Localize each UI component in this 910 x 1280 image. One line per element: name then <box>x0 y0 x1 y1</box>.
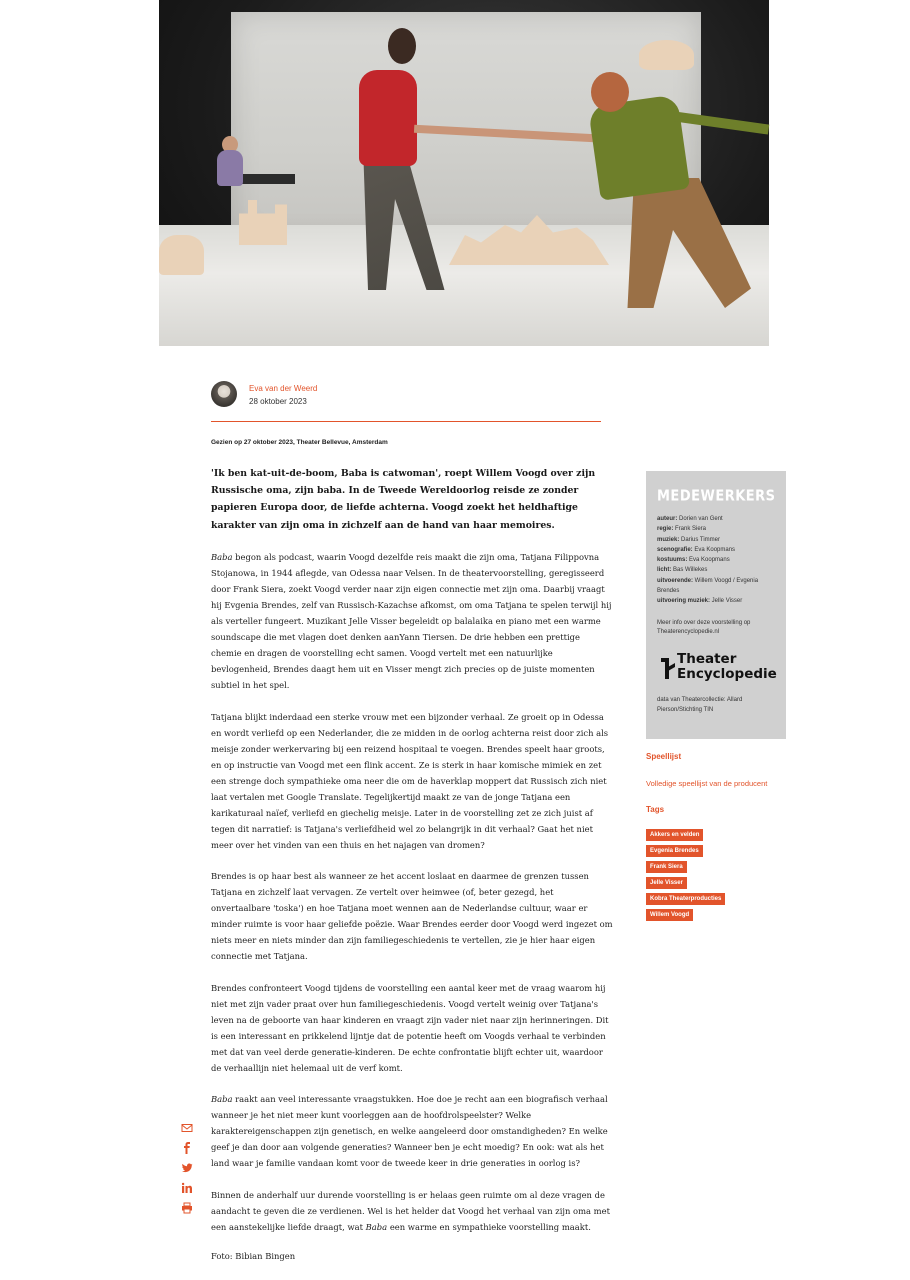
credits-title: MEDEWERKERS <box>657 487 776 506</box>
title-em: Baba <box>211 1094 233 1105</box>
credit-line <box>657 535 775 545</box>
article-paragraph: Brendes is op haar best als wanneer ze het accent loslaat en daarmee de grenzen tussen Tatjana en zichzelf laat vervagen. Ze vertelt over heimwee (of, beter gezegd, het onvertaalbare 'toska') en hoe Tatjana moet wennen aan de Nederlandse cultuur, waar er minder ruimte is voor haar geliefde poëzie. Waar Brendes eerder door Voogd werd ingezet om niets meer en niets minder dan zijn familiegeschiedenis te vertellen, zie je hier haar eigen connectie met Tatjana. <box>211 871 613 962</box>
scenery-cutout <box>159 235 204 275</box>
credit-name: Bas Willekes <box>671 567 708 574</box>
credit-name: Willem Voogd / Evgenia Brendes <box>657 577 759 595</box>
tag-evgenia-brendes[interactable]: Evgenia Brendes <box>646 845 703 857</box>
title-em: Baba <box>365 1221 388 1232</box>
credit-line <box>657 576 775 597</box>
article-paragraph <box>211 549 613 693</box>
article-body <box>211 465 613 1280</box>
credit-role: uitvoerende: <box>657 577 694 584</box>
paragraph-text: begon als podcast, waarin Voogd dezelfde reis maakt die zijn oma, Tatjana Filippovna Stojanowa, in 1944 aflegde, van Odessa naar Velsen. In de theatervoorstelling, geregisseerd door Frank Siera, zoekt Voogd verder naar zijn eigen connectie met zijn oma. Daarbij vraagt hij Evgenia Brendes, zelf van Russisch-Kazachse afkomst, om oma Tatjana te spelen terwijl hij als verteller fungeert. Muzikant Jelle Visser begeleidt op balalaika en piano met een warme soundscape die met vlagen doet denken aanYann Tiersen. De drie hebben een prettige chemie en dragen de voorstelling echt samen. Voogd vertelt met een natuurlijke bevlogenheid, Brendes daagt hem uit en Visser mengt zich precies op de juiste momenten subtiel in het spel. <box>211 552 612 691</box>
actor-shirt <box>359 70 417 166</box>
credit-role: muziek: <box>657 536 680 543</box>
linkedin-icon[interactable] <box>180 1182 194 1196</box>
logo-line-2: Encyclopedie <box>677 665 777 682</box>
paragraph-text: een warme en sympathieke voorstelling maakt. <box>387 1221 591 1232</box>
print-icon[interactable] <box>180 1202 194 1216</box>
musician <box>217 150 243 186</box>
article-paragraph: Tatjana blijkt inderdaad een sterke vrouw met een bijzonder verhaal. Ze groeit op in Odessa en wordt verliefd op een Nederlander, die ze midden in de oorlog achterna reist door zich als meisje zonder werkervaring bij een reizend hospitaal te voegen. Brendes speelt haar groots, en op instructie van Voogd met een flink accent. Ze is sterk in haar komische mimiek en zet een strenge doch sympathieke oma neer die om de haverklap moppert dat Russisch zich niet laat vertalen met Google Translate. Tegelijkertijd maakt ze van de jonge Tatjana een karikaturaal naïef, verliefd en giechelig meisje. Later in de voorstelling zet ze zich juist af tegen dit narratief: is Tatjana's verliefdheid wel zo belangrijk in dit verhaal? Gaat het niet meer over het vinden van een thuis en het najagen van dromen? <box>211 711 609 850</box>
author-block <box>211 381 611 411</box>
tags-heading: Tags <box>646 805 665 814</box>
tag-willem-voogd[interactable]: Willem Voogd <box>646 909 693 921</box>
twitter-icon[interactable] <box>180 1162 194 1176</box>
title-em: Baba <box>211 552 233 563</box>
credits-source: data van Theatercollectie: Allard Pierson/Stichting TIN <box>657 696 743 713</box>
credits-panel <box>646 471 786 739</box>
credit-role: regie: <box>657 526 674 533</box>
speellijst-heading: Speellijst <box>646 752 682 761</box>
scenery-cloud <box>639 40 694 70</box>
paragraph-text: raakt aan veel interessante vraagstukken. Hoe doe je recht aan een biografisch verhaal wanneer je het niet meer kunt voorleggen aan de hoofdrolspeelster? Welke karaktereigenschappen zijn genetisch, en welke aangeleerd door omstandigheden? En welke geef je dan door aan volgende generaties? Wanneer ben je echt moedig? En ook: wat als het land waar je familie vandaan komt voor de tweede keer in drie generaties in oorlog is? <box>211 1094 608 1169</box>
speellijst-link[interactable]: Volledige speellijst van de producent <box>646 779 768 788</box>
paragraph-text: Binnen de anderhalf uur durende voorstelling is er helaas geen ruimte om al deze vragen de aandacht te geven die ze verdienen. Wel is het helder dat Voogd het verhaal van zijn oma met een aanstekelijke liefde draagt, wat <box>211 1189 610 1232</box>
credit-name: Jelle Visser <box>710 598 743 605</box>
author-avatar <box>211 381 237 407</box>
credit-role: licht: <box>657 567 672 574</box>
tag-akkers-en-velden[interactable]: Akkers en velden <box>646 829 703 841</box>
actress-head <box>591 72 629 112</box>
credit-line <box>657 596 775 606</box>
credit-name: Eva Koopmans <box>687 557 730 564</box>
credit-line <box>657 565 775 575</box>
publish-date: 28 oktober 2023 <box>249 397 307 406</box>
seen-at: Gezien op 27 oktober 2023, Theater Bellevue, Amsterdam <box>211 439 388 446</box>
article-paragraph <box>211 1091 613 1171</box>
credit-role: kostuums: <box>657 557 688 564</box>
credit-line <box>657 524 775 534</box>
article-lead: 'Ik ben kat-uit-de-boom, Baba is catwoman', roept Willem Voogd over zijn Russische oma, zijn baba. In de Tweede Wereldoorlog reisde ze zonder papieren Europa door, de liefde achterna. Voogd zoekt het heldhaftige karakter van zijn oma in zichzelf aan de hand van haar memoires. <box>211 468 596 531</box>
actor-head <box>388 28 416 64</box>
credit-line <box>657 514 775 524</box>
tag-kobra-theaterproducties[interactable]: Kobra Theaterproducties <box>646 893 725 905</box>
author-name-link[interactable]: Eva van der Weerd <box>249 384 318 393</box>
article-paragraph: Brendes confronteert Voogd tijdens de voorstelling een aantal keer met de vraag waarom hij niet met zijn vader praat over hun familiegeschiedenis. Voogd vertelt weinig over Tatjana's leven na de geboorte van haar kinderen en vraagt zijn vader niet naar zijn herinneringen. Dit is een interessant en prikkelend lijntje dat de potentie heeft om Voogds verhaal te verbinden met dat van veel derde generatie-kinderen. De echte confrontatie blijft echter uit, waardoor de verhaallijn niet helemaal uit de verf komt. <box>211 982 609 1073</box>
credit-name: Eva Koopmans <box>692 546 736 553</box>
credit-role: uitvoering muziek: <box>657 598 711 605</box>
hero-photo <box>159 0 769 346</box>
facebook-icon[interactable] <box>180 1142 194 1156</box>
credit-role: auteur: <box>657 516 678 522</box>
divider <box>211 421 601 422</box>
logo-text <box>677 652 777 682</box>
tag-list <box>646 829 796 925</box>
credit-line <box>657 555 775 565</box>
tag-jelle-visser[interactable]: Jelle Visser <box>646 877 687 889</box>
more-info-link[interactable]: Meer info over deze voorstelling op Theaterencyclopedie.nl <box>657 619 751 636</box>
logo-line-1: Theater <box>677 650 737 667</box>
tag-frank-siera[interactable]: Frank Siera <box>646 861 687 873</box>
credit-name: Darius Timmer <box>679 536 721 543</box>
mail-icon[interactable] <box>180 1122 194 1136</box>
credit-name: Dorien van Gent <box>677 516 723 522</box>
share-bar <box>180 1121 194 1222</box>
theater-encyclopedie-logo[interactable] <box>657 652 775 686</box>
logo-mark-icon <box>659 655 677 681</box>
credit-role: scenografie: <box>657 546 693 553</box>
credit-name: Frank Siera <box>673 526 707 533</box>
article-paragraph <box>211 1187 613 1235</box>
photo-credit: Foto: Bibian Bingen <box>211 1251 296 1262</box>
credit-line <box>657 545 775 555</box>
